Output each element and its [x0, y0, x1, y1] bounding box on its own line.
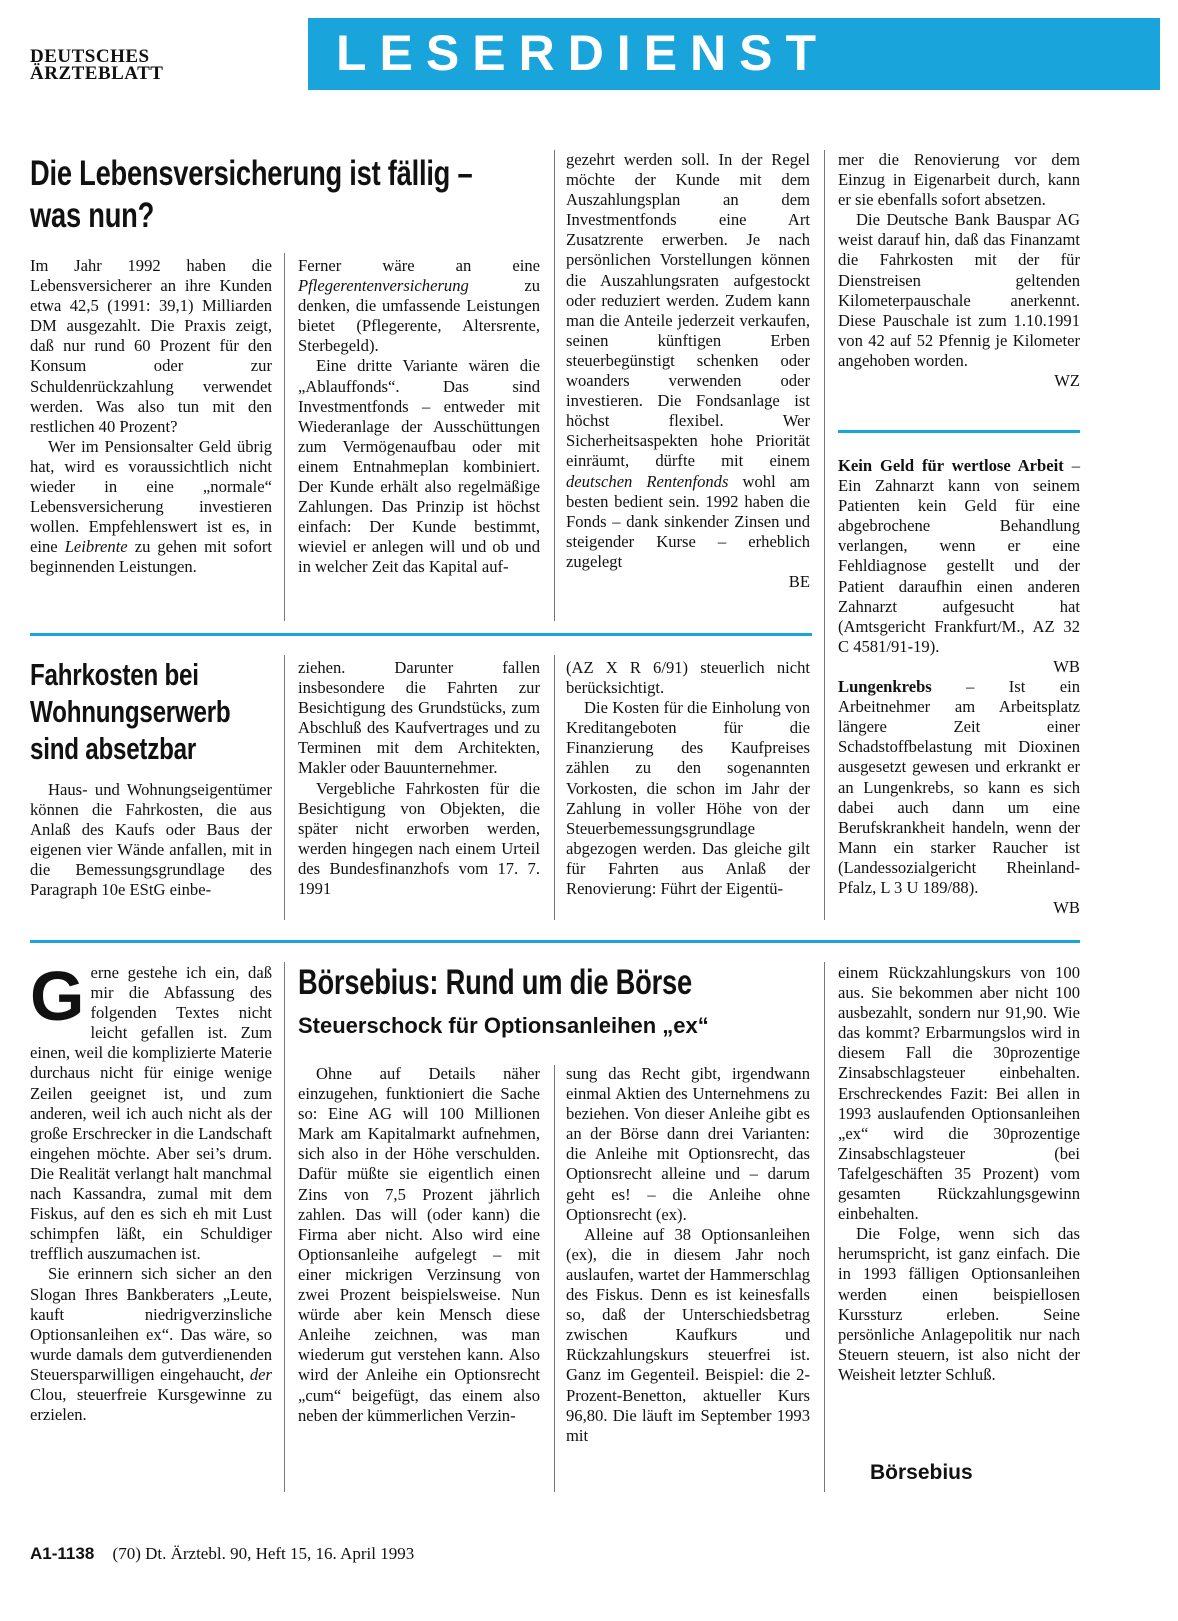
article2-headline-line3: sind absetzbar	[30, 731, 197, 766]
text-run: zu gehen mit sofort beginnenden Leistungen.	[30, 537, 272, 577]
paragraph	[30, 1264, 272, 1425]
article3-column-1	[30, 957, 272, 1425]
emphasis: deutschen Rentenfonds	[566, 471, 729, 491]
article1-column-3	[566, 150, 810, 592]
text-run: gezehrt werden soll. In der Regel möchte der Kunde mit dem Auszahlungsplan an dem Investmentfonds eine Art Zusatzrente erwerben. Je nach persönlichen Vorstellungen können die Auszahlungsraten aufgestockt oder reduziert werden. Zudem kann man die Anteile jederzeit verkaufen, seinen künftigen Erben steuerbegünstigt schenken oder woanders verwenden oder investieren. Die Fondsanlage ist höchst flexibel. Wer Sicherheitsaspekten hohe Priorität einräumt, dürfte mit einem	[566, 150, 810, 471]
news-item	[838, 456, 1080, 657]
author-initials: WZ	[1054, 371, 1080, 391]
text-run: Clou, steuerfreie Kursgewinne zu erzielen.	[30, 1384, 272, 1425]
paragraph: (AZ X R 6/91) steuerlich nicht berücksichtigt.	[566, 658, 810, 698]
column-rule	[284, 962, 285, 1492]
emphasis: Pflegerentenversicherung	[298, 276, 469, 296]
column-rule	[824, 150, 825, 920]
article1-headline-line1: Die Lebensversicherung ist fällig –	[30, 154, 473, 193]
paragraph: Im Jahr 1992 haben die Lebensversicherer an ihre Kunden etwa 42,5 (1991: 39,1) Milliarden DM ausgezahlt. Die Praxis zeigt, daß nur rund 60 Prozent für den Konsum oder zur Schuldenrückzahlung verwendet werden. Was also tun mit den restlichen 40 Prozent?	[30, 256, 272, 436]
paragraph: einem Rückzahlungskurs von 100 aus. Sie bekommen aber nicht 100 ausbezahlt, sondern nur 91,90. Wie das kommt? Erbarmungslos wird in diesem Fall die 30prozentige Zinsabschlagsteuer einbehalten. Erschreckendes Fazit: Bei allen in 1993 auslaufenden Optionsanleihen „ex“ wird die 30prozentige Zinsabschlagsteuer (bei Tafelgeschäften 35 Prozent) vom gesamten Rückzahlungsgewinn einbehalten.	[838, 963, 1080, 1224]
article2-column-2	[298, 658, 540, 899]
masthead-logo	[30, 48, 163, 82]
dropcap-letter: G	[30, 957, 85, 1035]
right-column-upper	[838, 150, 1080, 391]
article3-column-4	[838, 963, 1080, 1385]
paragraph	[298, 256, 540, 356]
news-item	[838, 677, 1080, 898]
paragraph: ziehen. Darunter fallen insbesondere die Fahrten zur Besichtigung des Grundstücks, zum Abschluß des Kaufvertrages und zu Terminen mit dem Architekten, Makler oder Bauunternehmer.	[298, 658, 540, 778]
column-rule	[554, 150, 555, 621]
emphasis: der	[249, 1364, 272, 1384]
article2-headline-line1: Fahrkosten bei	[30, 657, 199, 692]
section-banner-title: LESERDIENST	[336, 25, 830, 81]
paragraph	[30, 957, 272, 1264]
masthead-line1: DEUTSCHES	[30, 46, 150, 67]
section-divider	[30, 940, 1080, 943]
text-run: Wer im Pensionsalter Geld übrig hat, wird es voraussichtlich nicht wieder in eine „normale“ Lebensversicherung investieren wollen. Empfehlenswert ist es, in eine	[30, 436, 272, 557]
citation: (70) Dt. Ärztebl. 90, Heft 15, 16. April 1993	[112, 1544, 415, 1563]
article2-column-1	[30, 780, 272, 901]
paragraph: Ohne auf Details näher einzugehen, funktioniert die Sache so: Eine AG will 100 Millionen Mark am Kapitalmarkt aufnehmen, sich also in der Höhe verschulden. Dafür müßte sie eigentlich einen Zins von 7,5 Prozent jährlich zahlen. Das will (oder kann) die Firma aber nicht. Also wird eine Optionsanleihe aufgelegt – mit einer mickrigen Verzinsung von zwei Prozent beispielsweise. Nun würde aber kein Mensch diese Anleihe zeichnen, was man wiederum gut verstehen kann. Also wird der Anleihe ein Optionsrecht „cum“ beigefügt, das einem also neben der kümmerlichen Verzin-	[298, 1064, 540, 1425]
text-run: Sie erinnern sich sicher an den Slogan Ihres Bankberaters „Leute, kauft niedrigverzinsliche Optionsanleihen ex“. Das wäre, so wurde damals dem gutverdienenden Steuersparwilligen eingehaucht,	[30, 1264, 272, 1384]
news-item-text: – Ist ein Arbeitnehmer am Arbeitsplatz längere Zeit einer Schadstoffbelastung mit Dioxinen ausgesetzt gewesen und erkrankt er an Lungenkrebs, so kann es sich dabei auch dann um eine Berufskrankheit handeln, wenn der Mann ein starker Raucher ist (Landessozialgericht Rheinland-Pfalz, L 3 U 189/88).	[838, 677, 1080, 897]
article2-headline	[30, 656, 230, 767]
article2-column-3	[566, 658, 810, 899]
section-divider	[30, 633, 812, 636]
article3-subheadline: Steuerschock für Optionsanleihen „ex“	[298, 1013, 709, 1038]
article1-headline	[30, 153, 472, 237]
column-rule	[554, 1065, 555, 1492]
paragraph: Die Kosten für die Einholung von Kreditangeboten für die Finanzierung des Kaufpreises zählen zu den sogenannten Vorkosten, die schon im Jahr der Zahlung in voller Höhe von der Steuerbemessungsgrundlage abgezogen werden. Das gleiche gilt für Fahrten aus Anlaß der Renovierung: Führt der Eigentü-	[566, 698, 810, 899]
article1-column-1	[30, 256, 272, 578]
section-banner	[308, 18, 1160, 90]
news-item-title: Kein Geld für wertlose Arbeit	[838, 456, 1064, 475]
author-initials: BE	[788, 571, 810, 591]
column-rule	[554, 655, 555, 920]
column-rule	[824, 962, 825, 1492]
column-rule	[284, 253, 285, 621]
text-run: wohl am besten bedient sein. 1992 haben die Fonds – dank sinkender Zinsen und steigender Kurse – erheblich zugelegt	[566, 471, 811, 571]
paragraph: Eine dritte Variante wären die „Ablauffonds“. Das sind Investmentfonds – entweder mit Wiederanlage der Ausschüttungen zum Vermögenaufbau oder mit einem Entnahmeplan kombiniert. Der Kunde erhält also regelmäßige Zahlungen. Das Prinzip ist höchst einfach: Der Kunde bestimmt, wieviel er anlegen will und ob und in welcher Zeit das Kapital auf-	[298, 356, 540, 577]
news-item-title: Lungenkrebs	[838, 677, 932, 697]
paragraph: sung das Recht gibt, irgendwann einmal Aktien des Unternehmens zu beziehen. Von dieser Anleihe gibt es an der Börse dann drei Varianten: die Anleihe mit Optionsrecht, das Optionsrecht alleine und – darum geht es! – die Anleihe ohne Optionsrecht (ex).	[566, 1064, 810, 1224]
article3-column-2	[298, 1064, 540, 1426]
article3-headline: Börsebius: Rund um die Börse	[298, 963, 692, 1002]
masthead-line2: ÄRZTEBLATT	[30, 63, 164, 84]
right-column-items	[838, 456, 1080, 918]
text-run: zu denken, die umfassende Leistungen bietet (Pflegerente, Altersrente, Sterbegeld).	[298, 276, 540, 356]
article3-column-3	[566, 1064, 810, 1446]
column-rule	[284, 655, 285, 920]
paragraph: Alleine auf 38 Optionsanleihen (ex), die in diesem Jahr noch auslaufen, wartet der Hammerschlag des Fiskus. Denn es ist keinesfalls so, daß der Unterschiedsbetrag zwischen Kaufkurs und Rückzahlungskurs steuerfrei ist. Ganz im Gegenteil. Beispiel: die 2-Prozent-Benetton, aktueller Kurs 96,80. Die läuft im September 1993 mit	[566, 1224, 810, 1445]
news-item-text: – Ein Zahnarzt kann von seinem Patienten kein Geld für eine abgebrochene Behandlung verlangen, wenn er eine Fehldiagnose gestellt und der Patient daraufhin einen anderen Zahnarzt aufgesucht hat (Amtsgericht Frankfurt/M., AZ 32 C 4581/91-19).	[838, 456, 1080, 656]
page-footer	[30, 1544, 414, 1564]
paragraph: mer die Renovierung vor dem Einzug in Eigenarbeit durch, kann er sie ebenfalls sofort absetzen.	[838, 150, 1080, 210]
author-initials: WB	[1053, 656, 1080, 676]
author-signature: Börsebius	[870, 1461, 973, 1484]
section-divider	[838, 430, 1080, 433]
paragraph: Haus- und Wohnungseigentümer können die Fahrkosten, die aus Anlaß des Kaufs oder Baus der eigenen vier Wände anfallen, mit in die Bemessungsgrundlage des Paragraph 10e EStG einbe-	[30, 780, 272, 900]
text-run: Ferner wäre an eine	[298, 256, 540, 275]
emphasis: Leibrente	[64, 537, 128, 557]
author-initials: WB	[1053, 898, 1080, 918]
paragraph	[566, 150, 810, 572]
paragraph: Die Deutsche Bank Bauspar AG weist darauf hin, daß das Finanzamt die Fahrkosten mit der für Dienstreisen geltenden Kilometerpauschale anerkennt. Diese Pauschale ist zum 1.10.1991 von 42 auf 52 Pfennig je Kilometer angehoben worden.	[838, 210, 1080, 370]
page-number: A1-1138	[30, 1544, 95, 1563]
article1-headline-line2: was nun?	[30, 196, 155, 235]
paragraph: Die Folge, wenn sich das herumspricht, ist ganz einfach. Die in 1993 fälligen Optionsanleihen werden einen beispiellosen Kurssturz erleben. Seine persönliche Anlagepolitik nur nach Steuern steuern, ist also nicht der Weisheit letzter Schluß.	[838, 1224, 1080, 1384]
paragraph: Vergebliche Fahrkosten für die Besichtigung von Objekten, die später nicht erworben werden, werden hingegen nach einem Urteil des Bundesfinanzhofs vom 17. 7. 1991	[298, 778, 540, 899]
article2-headline-line2: Wohnungserwerb	[30, 694, 231, 729]
paragraph	[30, 437, 272, 578]
article1-column-2	[298, 256, 540, 578]
text-run: erne gestehe ich ein, daß mir die Abfassung des folgenden Textes nicht leicht gefallen ist. Zum einen, weil die komplizierte Materie durchaus nicht für einige wenige Zeilen geeignet ist, und zum anderen, weil ich auch nicht als der große Erschrecker in die Landschaft eingehen möchte. Aber sei’s drum. Die Realität verlangt halt manchmal nach Kassandra, zumal mit dem Fiskus, auf den es sich eh mit Lust schimpfen läßt, ein Schuldiger trefflich auszumachen ist.	[30, 963, 272, 1264]
